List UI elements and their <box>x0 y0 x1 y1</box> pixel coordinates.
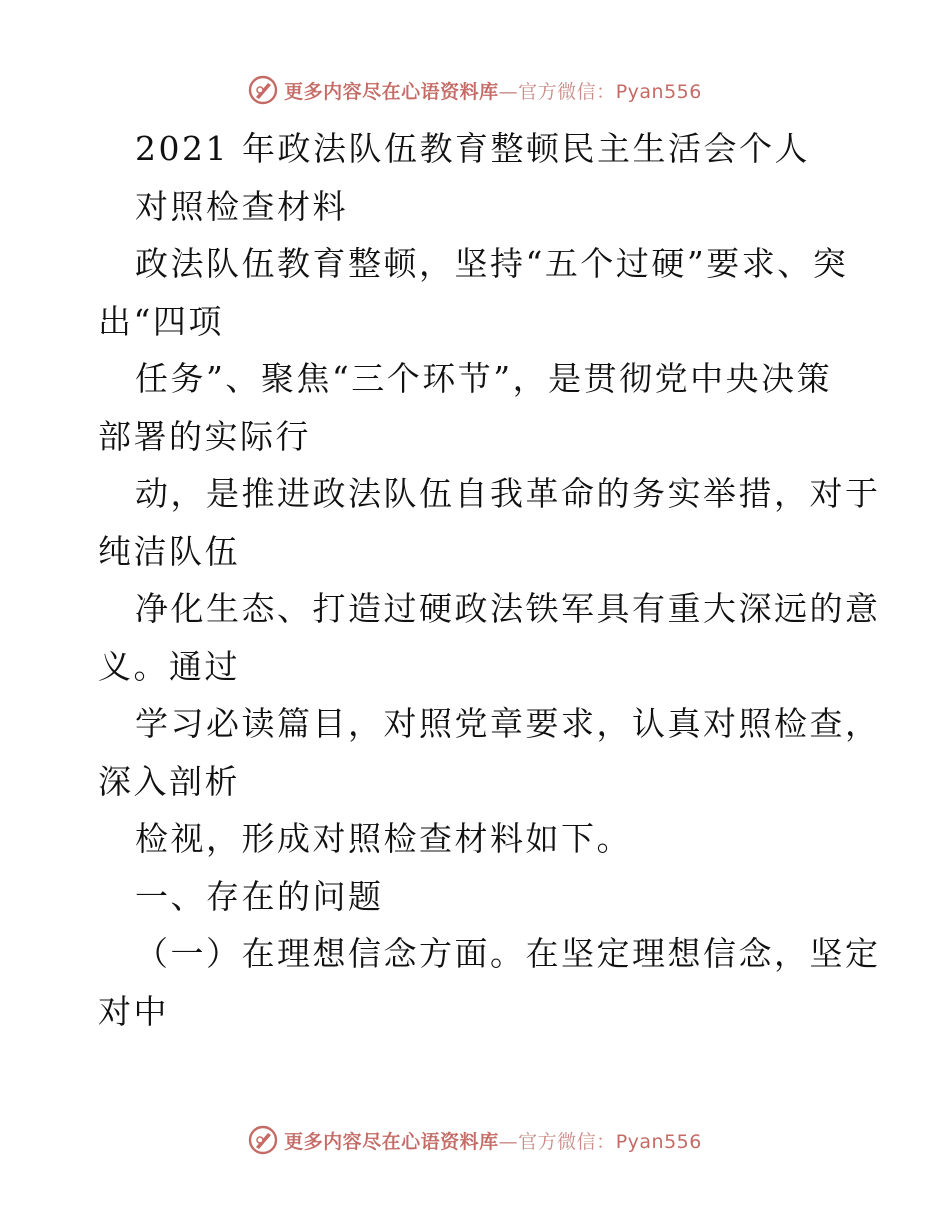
paragraph-line: 动，是推进政法队伍自我革命的务实举措，对于 <box>135 474 881 513</box>
subsection-line: （一）在理想信念方面。在坚定理想信念，坚定 <box>135 934 881 973</box>
watermark-label: 官方微信： <box>518 1130 616 1153</box>
paragraph-line: 部署的实际行 <box>98 416 311 456</box>
watermark-text <box>284 77 702 104</box>
paragraph-line: 对中 <box>98 991 169 1031</box>
title-line-1: 2021 年政法队伍教育整顿民主生活会个人 <box>135 129 810 168</box>
header-watermark <box>0 72 950 108</box>
watermark-brand: 更多内容尽在心语资料库 <box>284 1130 499 1153</box>
section-heading: 一、存在的问题 <box>135 876 384 916</box>
footer-watermark <box>0 1122 950 1158</box>
watermark-text <box>284 1127 702 1154</box>
paragraph-line: 学习必读篇目，对照党章要求，认真对照检查， <box>135 704 881 743</box>
watermark-account: Pyan556 <box>615 1130 702 1153</box>
paragraph-line: 检视，形成对照检查材料如下。 <box>135 819 632 858</box>
paragraph-line: 出“四项 <box>98 301 224 341</box>
paragraph-line: 纯洁队伍 <box>98 531 240 571</box>
quill-pen-logo-icon <box>248 1125 278 1155</box>
paragraph-line: 深入剖析 <box>98 761 240 801</box>
paragraph-line: 政法队伍教育整顿，坚持“五个过硬”要求、突 <box>135 244 849 283</box>
paragraph-line: 义。通过 <box>98 646 240 686</box>
document-body <box>98 120 881 1040</box>
watermark-dash: — <box>498 80 519 103</box>
watermark-brand: 更多内容尽在心语资料库 <box>284 80 499 103</box>
title-line-2: 对照检查材料 <box>135 186 348 226</box>
paragraph-line: 任务”、聚焦“三个环节”，是贯彻党中央决策 <box>135 359 833 398</box>
watermark-label: 官方微信： <box>518 80 616 103</box>
quill-pen-logo-icon <box>248 75 278 105</box>
watermark-dash: — <box>498 1130 519 1153</box>
watermark-account: Pyan556 <box>615 80 702 103</box>
paragraph-line: 净化生态、打造过硬政法铁军具有重大深远的意 <box>135 589 881 628</box>
